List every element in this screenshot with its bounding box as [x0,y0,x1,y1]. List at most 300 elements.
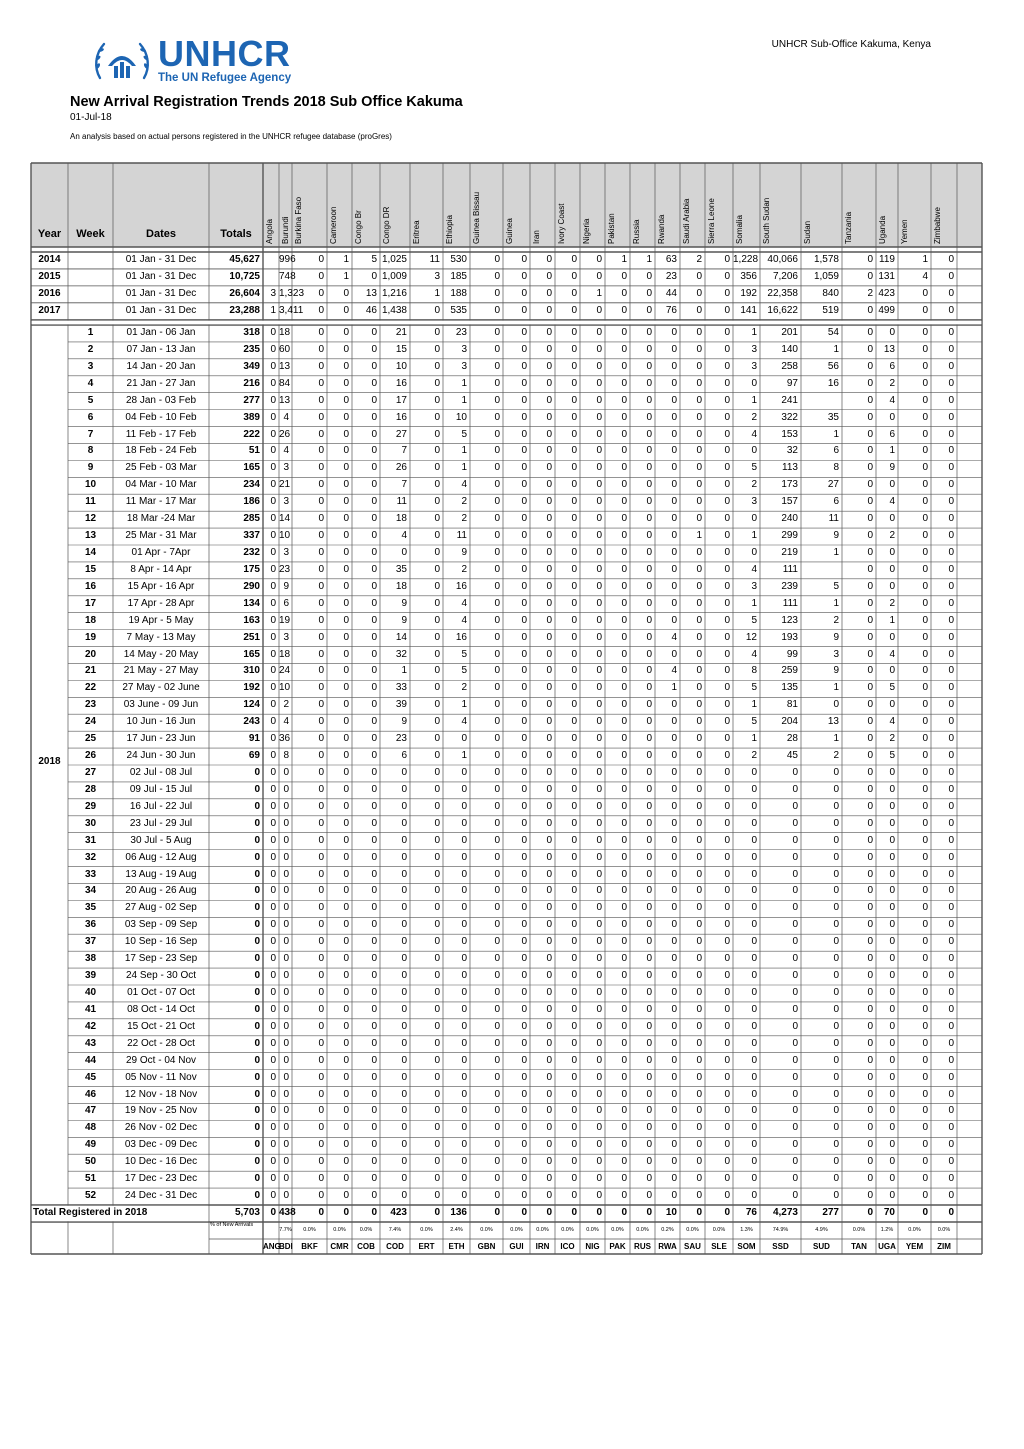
value-cell: 46 [365,304,377,316]
value-cell: 0 [343,631,349,643]
week-cell: 25 [84,733,97,745]
value-cell: 3 [751,580,757,592]
value-cell: 1 [751,327,757,338]
value-cell: 0 [401,1105,407,1117]
value-cell: 0 [270,580,276,592]
value-cell: 0 [318,513,324,525]
value-cell: 0 [671,343,677,355]
value-cell: 0 [343,902,349,914]
value-cell: 0 [596,1173,602,1185]
value-cell: 0 [867,547,873,558]
value-cell: 0 [521,1037,527,1049]
value-cell: 0 [494,411,500,423]
value-cell: 0 [724,445,730,457]
value-cell: 0 [571,1139,577,1151]
value-cell: 0 [318,530,324,542]
value-cell: 0 [270,445,276,457]
value-cell: 0 [318,254,324,265]
value-cell: 0 [621,563,627,575]
dates-cell: 01 Jan - 31 Dec [125,254,197,265]
total-cell: 186 [243,496,260,508]
week-cell: 33 [84,868,97,880]
value-cell: 0 [724,665,730,677]
value-cell: 119 [879,254,895,265]
value-cell: 0 [521,1054,527,1066]
week-cell: 48 [84,1122,97,1134]
value-cell: 0 [621,462,627,474]
total-cell: 0 [254,834,260,846]
value-cell: 0 [318,1037,324,1049]
value-cell: 0 [521,360,527,372]
value-cell: 0 [270,834,276,846]
value-cell: 0 [521,530,527,542]
value-cell: 0 [621,428,627,440]
value-cell: 0 [571,783,577,795]
total-cell: 23,288 [229,304,260,316]
value-cell: 0 [948,513,954,525]
value-cell: 0 [792,1156,798,1168]
value-cell: 0 [621,304,627,316]
value-cell: 0 [571,1020,577,1032]
value-cell: 0 [546,987,552,998]
total-country-value: 0 [724,1207,730,1218]
value-cell: 0 [867,1020,873,1032]
value-cell: 0 [571,1037,577,1049]
value-cell: 0 [434,716,440,728]
value-cell: 0 [318,767,324,778]
value-cell: 0 [546,851,552,863]
value-cell: 0 [751,1139,757,1151]
value-cell: 0 [371,1003,377,1015]
value-cell: 0 [494,1156,500,1168]
value-cell: 4 [671,631,677,643]
value-cell: 0 [343,597,349,609]
value-cell: 0 [270,868,276,880]
value-cell: 6 [283,597,289,609]
value-cell: 1 [343,270,349,282]
value-cell: 0 [751,987,757,998]
week-cell: 45 [84,1071,97,1083]
value-cell: 0 [922,919,928,931]
value-cell: 0 [696,851,702,863]
value-cell: 0 [546,462,552,474]
value-cell: 0 [546,1105,552,1117]
value-cell: 0 [461,783,467,795]
value-cell: 0 [371,817,377,829]
value-cell: 0 [696,750,702,762]
value-cell: 0 [922,750,928,762]
value-cell: 4 [461,597,467,609]
value-cell: 0 [948,270,954,282]
value-cell: 0 [596,1190,602,1202]
value-cell: 0 [867,1071,873,1083]
percent-value: 7.4% [388,1227,402,1233]
dates-cell: 04 Mar - 10 Mar [125,479,197,491]
value-cell: 0 [596,750,602,762]
week-cell: 47 [84,1105,97,1117]
dates-cell: 02 Jul - 08 Jul [129,767,193,778]
week-cell: 30 [84,817,97,829]
value-cell: 0 [318,750,324,762]
value-cell: 0 [867,304,873,316]
value-cell: 0 [696,1054,702,1066]
value-cell: 0 [596,783,602,795]
value-cell: 0 [283,1020,289,1032]
value-cell: 0 [621,767,627,778]
total-cell: 235 [243,343,260,355]
value-cell: 1 [833,733,839,745]
value-cell: 0 [948,970,954,982]
value-cell: 0 [948,767,954,778]
value-cell [263,252,279,269]
value-cell: 0 [621,377,627,389]
value-cell: 4 [283,411,289,423]
value-cell: 0 [696,970,702,982]
value-cell: 54 [827,327,839,338]
value-cell: 131 [878,270,895,282]
value-cell: 0 [270,750,276,762]
value-cell: 0 [621,970,627,982]
header-year: Year [37,228,62,240]
value-cell: 0 [671,597,677,609]
value-cell: 0 [646,885,652,897]
value-cell: 0 [889,1037,895,1049]
value-cell: 0 [318,411,324,423]
value-cell: 0 [318,682,324,694]
value-cell: 0 [696,783,702,795]
value-cell: 0 [696,834,702,846]
value-cell: 0 [571,360,577,372]
value-cell: 0 [270,360,276,372]
value-cell: 0 [318,953,324,965]
value-cell: 1 [889,614,895,626]
value-cell: 0 [671,851,677,863]
header-country: Rwanda [657,214,666,244]
value-cell: 0 [889,868,895,880]
value-cell: 0 [343,343,349,355]
value-cell: 0 [922,327,928,338]
total-country-value: 0 [494,1207,500,1218]
value-cell: 0 [521,394,527,406]
value-cell: 0 [546,377,552,389]
value-cell: 0 [461,902,467,914]
value-cell: 0 [371,851,377,863]
value-cell: 0 [270,1173,276,1185]
value-cell: 0 [867,580,873,592]
value-cell: 0 [724,394,730,406]
value-cell: 0 [401,1054,407,1066]
value-cell: 0 [318,496,324,508]
value-cell: 0 [596,513,602,525]
total-country-value: 10 [665,1207,677,1218]
value-cell: 0 [867,783,873,795]
value-cell: 0 [494,270,500,282]
value-cell: 0 [434,547,440,558]
value-cell: 0 [401,1173,407,1185]
value-cell: 0 [494,733,500,745]
value-cell: 1 [401,665,407,677]
value-cell: 0 [434,462,440,474]
value-cell: 0 [596,394,602,406]
value-cell: 0 [401,987,407,998]
value-cell: 3,411 [279,304,304,316]
value-cell: 23 [395,733,407,745]
value-cell: 0 [889,987,895,998]
value-cell: 5 [461,648,467,660]
value-cell: 0 [521,953,527,965]
value-cell: 0 [889,1122,895,1134]
value-cell: 0 [521,254,527,265]
value-cell: 0 [401,1139,407,1151]
value-cell: 0 [696,919,702,931]
value-cell: 0 [922,1003,928,1015]
total-country-value: 438 [279,1207,296,1218]
value-cell: 0 [270,327,276,338]
value-cell: 0 [434,953,440,965]
value-cell: 0 [546,479,552,491]
value-cell: 1 [922,254,928,265]
percent-value: 0.0% [333,1227,346,1233]
value-cell: 0 [671,1156,677,1168]
value-cell: 0 [270,1105,276,1117]
total-cell: 175 [243,563,260,575]
value-cell: 11 [396,496,407,508]
total-registered-label: Total Registered in 2018 [33,1207,148,1218]
value-cell: 0 [461,834,467,846]
value-cell: 0 [724,270,730,282]
value-cell: 0 [270,631,276,643]
total-country-value: 0 [434,1207,440,1218]
value-cell: 840 [822,287,839,299]
value-cell: 0 [434,936,440,948]
value-cell: 0 [621,1054,627,1066]
value-cell: 16,622 [767,304,798,316]
value-cell: 0 [318,868,324,880]
value-cell: 3 [283,547,289,558]
value-cell: 0 [343,800,349,812]
value-cell: 0 [343,1003,349,1015]
dates-cell: 10 Sep - 16 Sep [124,936,198,948]
value-cell: 0 [792,953,798,965]
value-cell: 0 [521,834,527,846]
value-cell: 0 [922,902,928,914]
value-cell: 0 [343,851,349,863]
value-cell: 0 [461,1156,467,1168]
value-cell: 0 [343,834,349,846]
value-cell: 0 [646,287,652,299]
value-cell: 0 [571,936,577,948]
value-cell: 0 [371,936,377,948]
value-cell: 0 [596,1088,602,1100]
value-cell: 0 [621,1122,627,1134]
value-cell: 0 [318,851,324,863]
value-cell: 0 [270,987,276,998]
value-cell: 0 [434,987,440,998]
value-cell: 0 [671,783,677,795]
value-cell: 0 [646,597,652,609]
country-code: TAN [851,1242,867,1251]
value-cell: 0 [401,885,407,897]
value-cell: 1,025 [381,254,407,265]
value-cell: 0 [867,1156,873,1168]
value-cell: 2 [461,513,467,525]
value-cell: 0 [596,462,602,474]
country-code: ICO [560,1242,575,1251]
value-cell: 0 [948,783,954,795]
value-cell: 530 [450,254,467,265]
value-cell: 0 [494,1054,500,1066]
value-cell: 0 [867,377,873,389]
value-cell: 188 [450,287,467,299]
header-country: Sierra Leone [707,198,716,244]
value-cell: 0 [343,496,349,508]
value-cell: 0 [671,496,677,508]
value-cell: 0 [867,614,873,626]
value-cell: 0 [343,327,349,338]
value-cell: 0 [521,1020,527,1032]
value-cell: 0 [371,614,377,626]
value-cell: 0 [434,580,440,592]
value-cell: 0 [696,682,702,694]
value-cell: 0 [521,580,527,592]
value-cell: 0 [546,868,552,880]
value-cell: 0 [546,767,552,778]
dates-cell: 27 Aug - 02 Sep [125,902,197,914]
value-cell: 0 [621,716,627,728]
percent-value: 2.4% [450,1227,463,1233]
week-cell: 24 [84,716,97,728]
value-cell: 0 [571,767,577,778]
value-cell: 0 [546,1122,552,1134]
total-country-value: 0 [521,1207,527,1218]
value-cell: 0 [596,631,602,643]
value-cell: 0 [646,1122,652,1134]
header-country: South Sudan [762,197,771,244]
value-cell: 21 [395,327,407,338]
value-cell: 0 [724,936,730,948]
value-cell: 0 [724,377,730,389]
value-cell: 0 [889,1105,895,1117]
total-country-value: 0 [948,1207,954,1218]
value-cell: 0 [494,614,500,626]
dates-cell: 07 Jan - 13 Jan [126,343,196,355]
value-cell: 0 [833,851,839,863]
total-country-value: 4,273 [772,1207,798,1218]
dates-cell: 30 Jul - 5 Aug [130,834,192,846]
value-cell: 0 [546,648,552,660]
value-cell: 0 [343,783,349,795]
value-cell: 0 [461,919,467,931]
value-cell: 0 [833,902,839,914]
value-cell: 0 [621,513,627,525]
value-cell: 0 [646,1020,652,1032]
value-cell: 0 [434,750,440,762]
value-cell: 0 [646,648,652,660]
value-cell: 0 [833,1037,839,1049]
value-cell: 0 [343,1156,349,1168]
value-cell: 0 [696,563,702,575]
value-cell: 3 [461,343,467,355]
value-cell: 0 [646,902,652,914]
total-country-value: 0 [867,1207,873,1218]
value-cell: 0 [948,304,954,316]
value-cell: 0 [521,902,527,914]
header-country: Iran [532,230,541,244]
value-cell: 0 [571,733,577,745]
value-cell: 0 [494,665,500,677]
week-cell: 16 [84,580,97,592]
value-cell: 0 [596,304,602,316]
value-cell: 0 [948,580,954,592]
value-cell: 0 [318,1071,324,1083]
value-cell: 0 [521,665,527,677]
value-cell: 0 [724,868,730,880]
value-cell: 0 [546,445,552,457]
country-code: SUD [813,1242,830,1251]
total-cell: 0 [254,783,260,795]
value-cell: 0 [571,597,577,609]
value-cell: 0 [371,377,377,389]
value-cell: 0 [833,1139,839,1151]
percent-value: 0.0% [420,1227,433,1233]
value-cell: 0 [318,631,324,643]
value-cell: 1,323 [279,287,305,299]
header-country: Zimbabwe [933,207,942,244]
value-cell: 33 [395,682,407,694]
value-cell: 0 [621,496,627,508]
value-cell: 27 [827,479,839,491]
percent-value: 0.2% [661,1227,674,1233]
value-cell: 0 [751,953,757,965]
value-cell: 0 [948,1190,954,1202]
value-cell: 0 [283,1190,289,1202]
value-cell: 0 [948,631,954,643]
value-cell: 0 [571,563,577,575]
header-country: Sudan [803,220,812,244]
value-cell: 0 [621,953,627,965]
value-cell: 0 [494,767,500,778]
value-cell: 1 [696,530,702,542]
value-cell: 0 [343,394,349,406]
percent-value: 0.0% [561,1227,574,1233]
value-cell: 63 [665,254,677,265]
value-cell: 0 [671,563,677,575]
value-cell: 0 [434,970,440,982]
value-cell: 0 [343,767,349,778]
value-cell: 0 [867,767,873,778]
week-cell: 34 [84,885,97,897]
value-cell: 0 [318,1020,324,1032]
total-cell: 45,627 [229,254,260,265]
total-country-value: 0 [571,1207,577,1218]
value-cell: 0 [948,665,954,677]
value-cell: 0 [318,479,324,491]
value-cell: 0 [922,1139,928,1151]
value-cell: 0 [270,563,276,575]
week-cell: 5 [87,394,94,406]
value-cell: 0 [270,919,276,931]
value-cell: 0 [646,428,652,440]
value-cell: 0 [494,496,500,508]
value-cell: 0 [646,665,652,677]
value-cell: 0 [922,614,928,626]
value-cell: 0 [724,834,730,846]
total-country-value: 136 [450,1207,467,1218]
value-cell: 2 [283,699,289,711]
value-cell: 322 [781,411,798,423]
value-cell: 0 [546,597,552,609]
value-cell: 0 [833,699,839,711]
